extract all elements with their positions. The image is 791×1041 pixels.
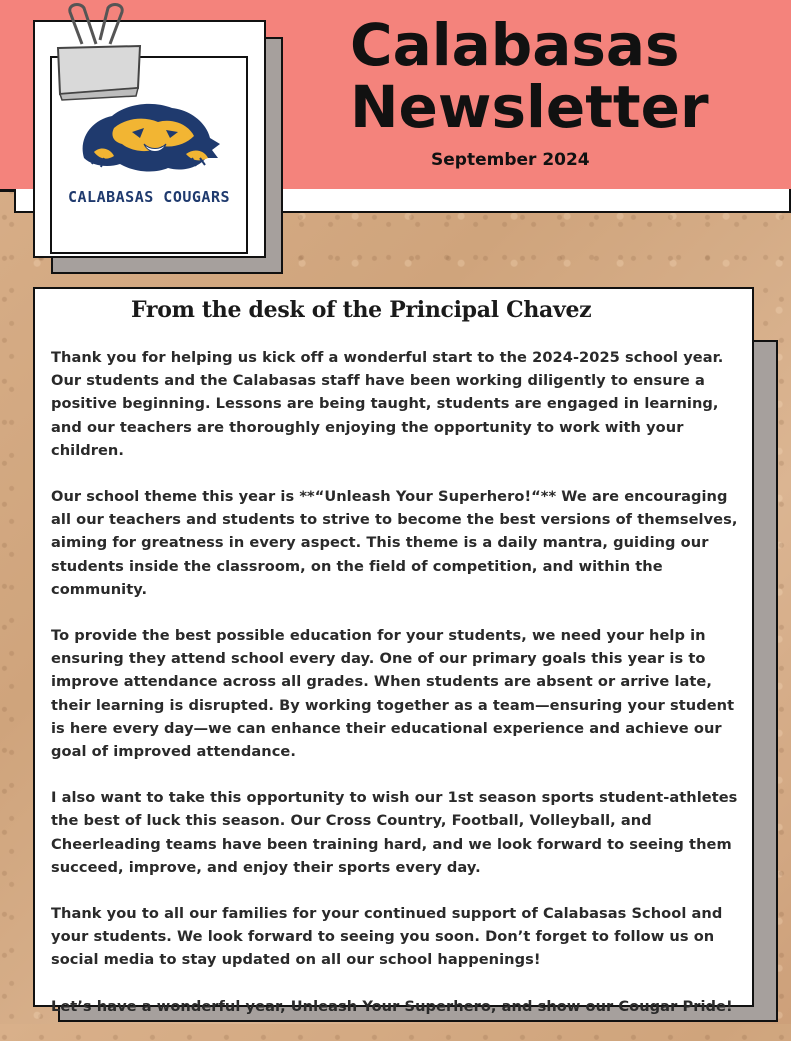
paragraph: I also want to take this opportunity to wish our 1st season sports student-athletes the best of luck this season. Our Cross Country, Football, Volleyball, and Cheerleading teams have been training hard, and we look forward to seeing them succeed, improve, and enjoy their sports every day. <box>51 789 738 876</box>
issue-date: September 2024 <box>431 150 590 170</box>
paragraph: To provide the best possible education for your students, we need your help in ensuring they attend school every day. One of our primary goals this year is to improve attendance across all grades. When students are absent or arrive late, their learning is disrupted. By working together as a team—ensuring your student is here every day—we can enhance their educational experience and achieve our goal of improved attendance. <box>51 627 735 761</box>
paragraph: Our school theme this year is **“Unleash Your Superhero!“** We are encouraging all our teachers and students to strive to become the best versions of themselves, aiming for greatness in every aspect. This theme is a daily mantra, guiding our students inside the classroom, on the field of competition, and within the community. <box>51 488 738 598</box>
letter-card <box>33 287 754 1015</box>
paragraph: Let’s have a wonderful year, Unleash Your Superhero, and show our Cougar Pride! <box>51 997 733 1015</box>
logo-text: CALABASAS COUGARS <box>67 188 231 206</box>
binder-clip-icon <box>52 2 152 102</box>
newsletter-title <box>350 11 730 141</box>
title-line-1: Calabasas <box>350 11 680 79</box>
letter-heading: From the desk of the Principal Chavez <box>131 297 592 323</box>
paragraph: Thank you for helping us kick off a wonderful start to the 2024-2025 school year. Our students and the Calabasas staff have been working diligently to ensure a positive beginning. Lessons are being taught, students are engaged in learning, and our teachers are thoroughly enjoying the opportunity to work with your children. <box>51 349 724 459</box>
title-line-2: Newsletter <box>350 73 709 141</box>
cougar-mascot-icon <box>74 98 224 178</box>
letter-body <box>51 346 741 1041</box>
paragraph: Thank you to all our families for your continued support of Calabasas School and your students. We look forward to seeing you soon. Don’t forget to follow us on social media to stay updated on all our school happenings! <box>51 905 723 969</box>
